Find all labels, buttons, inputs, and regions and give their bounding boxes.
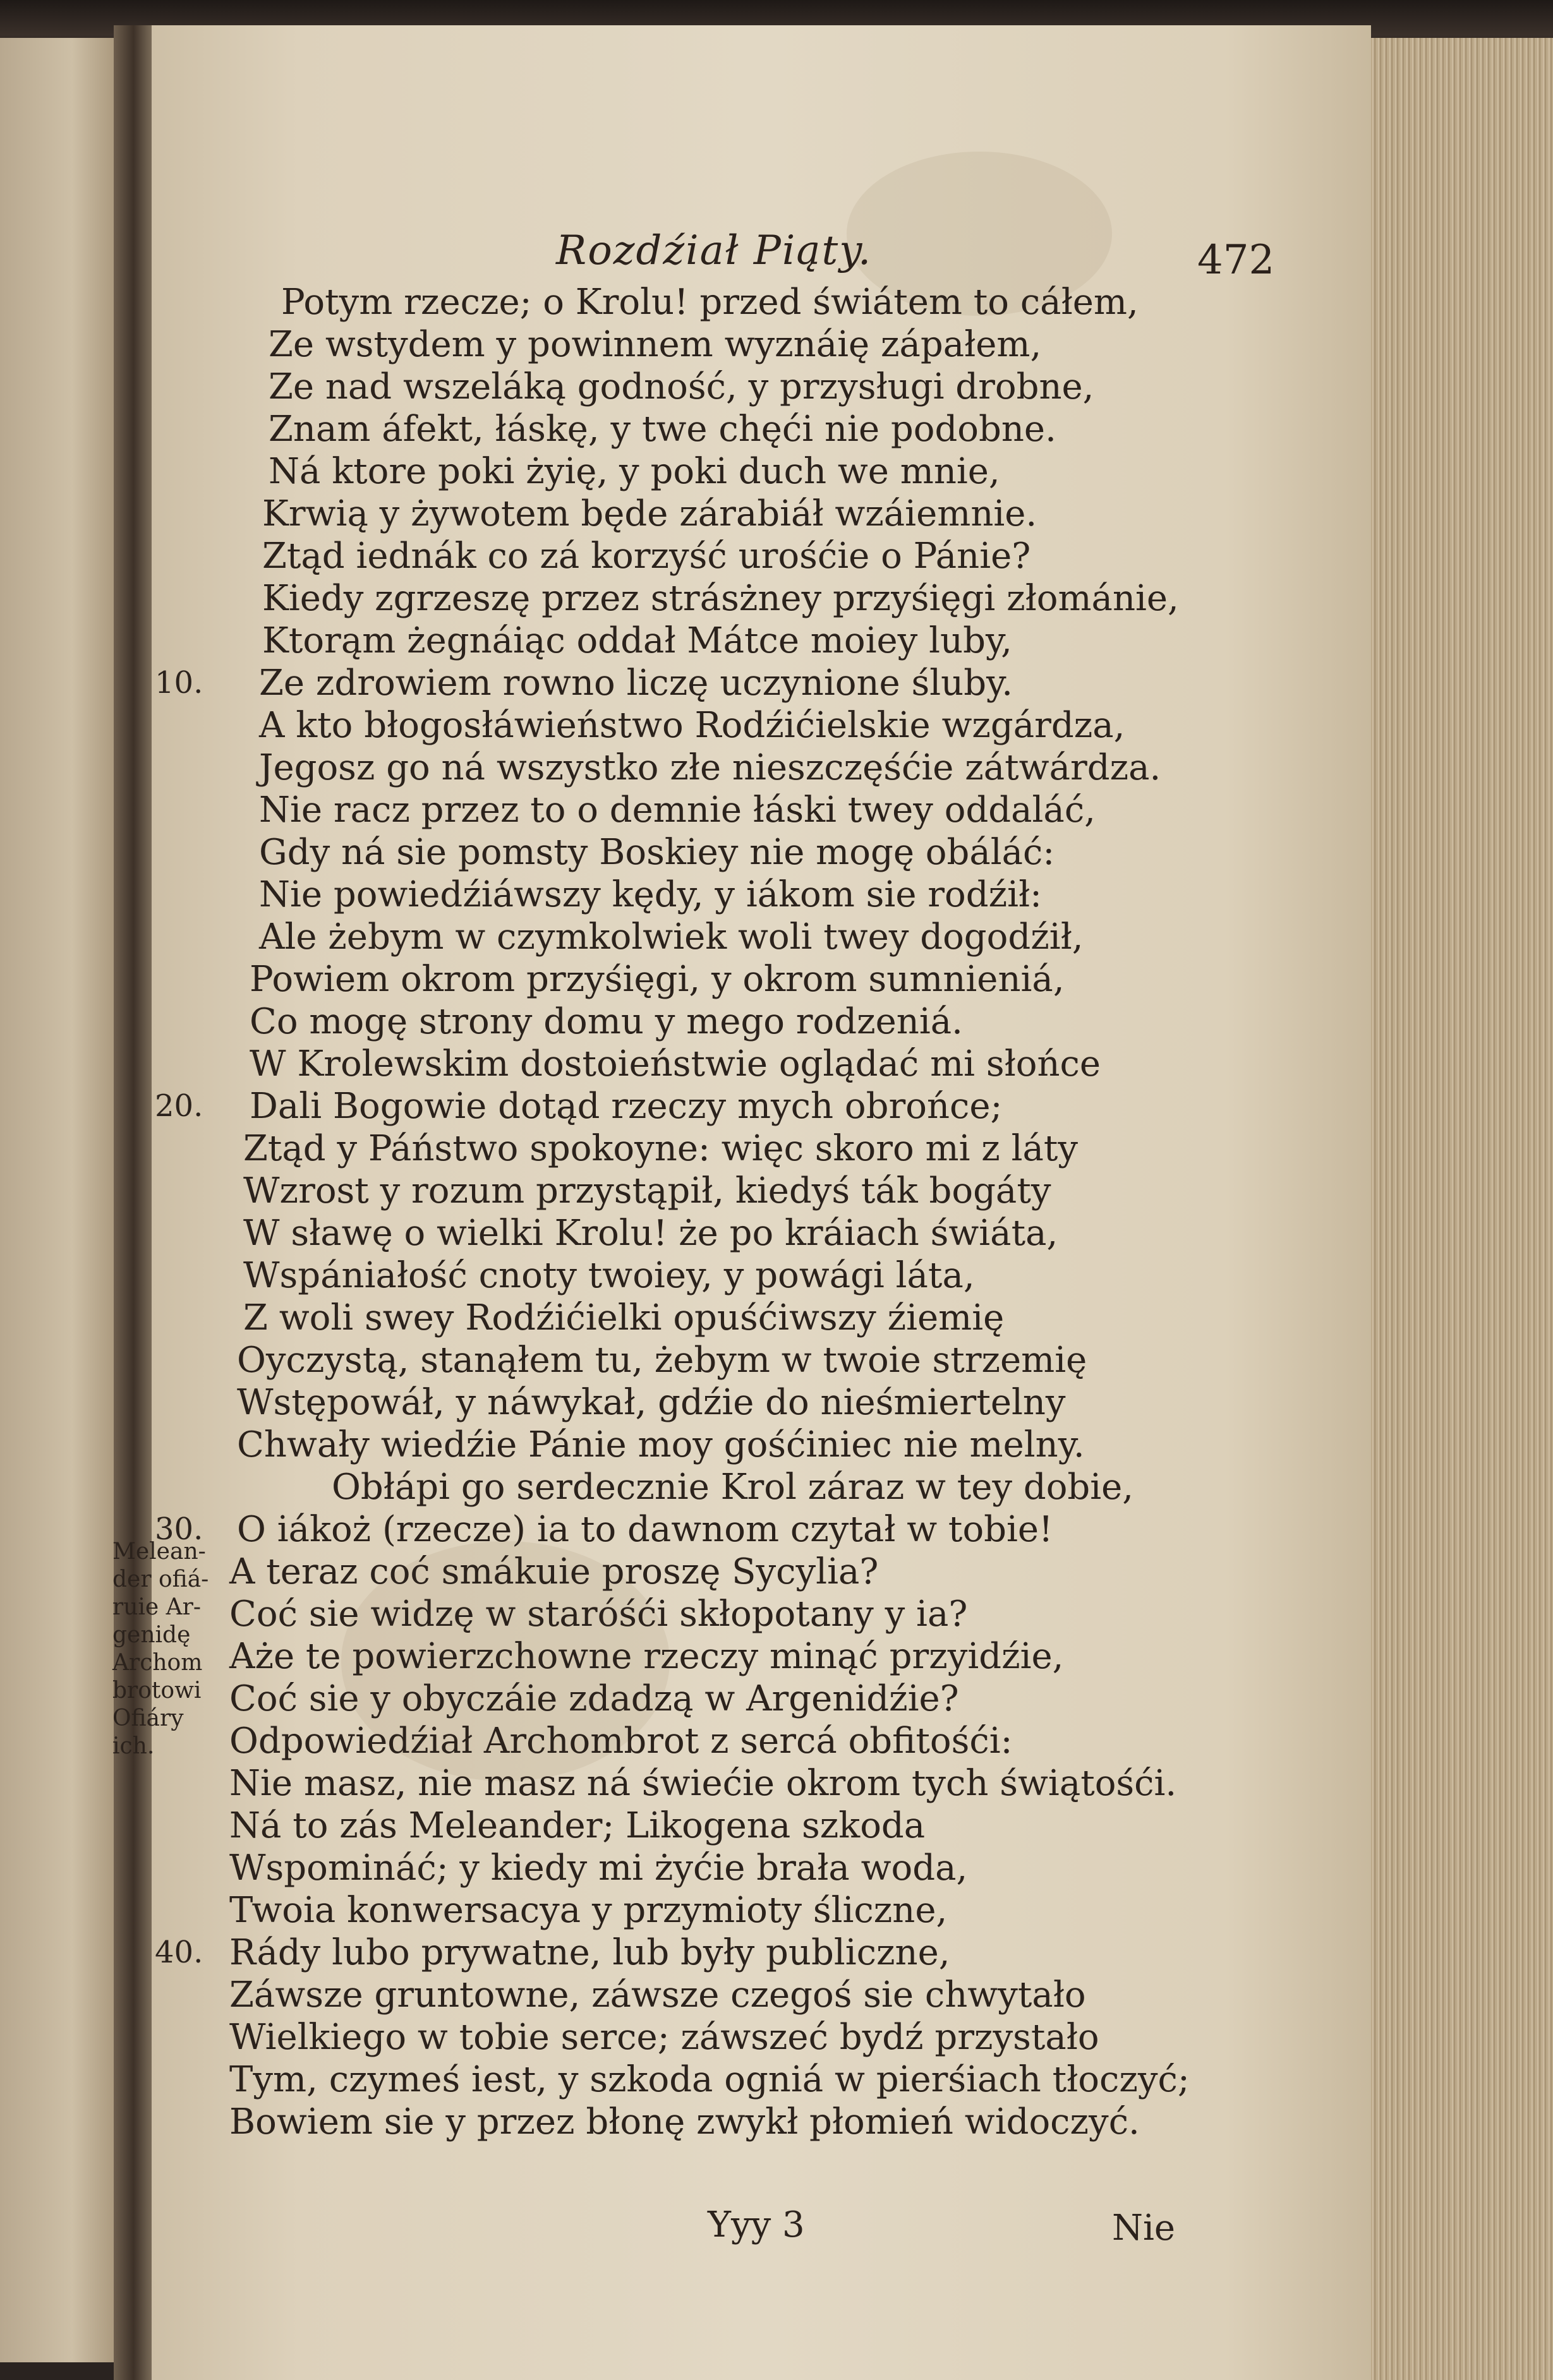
verse-line: Jegosz go ná wszystko złe nieszczęśćie zátwárdza. (259, 747, 1161, 788)
verse-line: Potym rzecze; o Krolu! przed świátem to cáłem, (281, 282, 1139, 323)
verse-line: Ztąd iednák co zá korzyść urośćie o Pánie? (262, 536, 1031, 577)
verse-line: Obłápi go serdecznie Krol záraz w tey dobie, (332, 1467, 1134, 1508)
verse-line: Co mogę strony domu y mego rodzeniá. (250, 1001, 963, 1042)
verse-line: Powiem okrom przyśięgi, y okrom sumnieniá, (250, 959, 1065, 1000)
verse-line: Wspomináć; y kiedy mi żyćie brała woda, (229, 1848, 968, 1889)
verse-line: Ktorąm żegnáiąc oddał Mátce moiey luby, (262, 620, 1012, 661)
verse-line: Coć sie widzę w staróśći skłopotany y ia? (229, 1594, 968, 1635)
verse-line: 10. Ze zdrowiem rowno liczę uczynione śluby. (155, 663, 1013, 704)
chapter-heading: Rozdźiał Piąty. (556, 227, 873, 274)
verse-line: Ná ktore poki żyię, y poki duch we mnie, (269, 451, 1000, 492)
verse-line: Wzrost y rozum przystąpił, kiedyś ták bogáty (243, 1170, 1051, 1211)
verse-line: Twoia konwersacya y przymioty śliczne, (229, 1890, 948, 1931)
verse-line: 40. Rády lubo prywatne, lub były publiczne, (155, 1932, 950, 1973)
verse-line: Ze nad wszeláką godność, y przysługi drobne, (269, 366, 1094, 407)
verse-line: Kiedy zgrzeszę przez strásżney przyśięgi złománie, (262, 578, 1179, 619)
verse-line: Ze wstydem y powinnem wyznáię zápałem, (269, 324, 1042, 365)
verse-line: Záwsze gruntowne, záwsze czegoś sie chwytało (229, 1974, 1086, 2016)
verse-line: Bowiem sie y przez błonę zwykł płomień widoczyć. (229, 2101, 1140, 2143)
verse-line: Nie powiedźiáwszy kędy, y iákom sie rodźił: (259, 874, 1042, 915)
catchword: Nie (1112, 2208, 1176, 2249)
signature-mark: Yyy 3 (708, 2204, 805, 2245)
verse-line: Wstępowáł, y náwykał, gdźie do nieśmiertelny (237, 1382, 1066, 1423)
verse-line: Znam áfekt, łáskę, y twe chęći nie podobne. (269, 409, 1056, 450)
page-number: 472 (1197, 237, 1275, 284)
verse-line: Aże te powierzchowne rzeczy minąć przyidźie, (229, 1636, 1064, 1677)
verse-line: Wspániałość cnoty twoiey, y powági láta, (243, 1255, 975, 1296)
verse-line: Krwią y żywotem będe zárabiáł wzáiemnie. (262, 493, 1037, 534)
verse-line: Z woli swey Rodźićielki opuśćiwszy źiemię (243, 1297, 1005, 1338)
verse-line: Ztąd y Páństwo spokoyne: więc skoro mi z láty (243, 1128, 1079, 1169)
verse-line: Ná to zás Meleander; Likogena szkoda (229, 1805, 926, 1846)
verse-line: Oyczystą, stanąłem tu, żebym w twoie strzemię (237, 1340, 1087, 1381)
line-number: 40. (155, 1935, 203, 1970)
line-number: 20. (155, 1088, 203, 1124)
verse-line: 30. O iákoż (rzecze) ia to dawnom czytał w tobie! (155, 1509, 1053, 1550)
verse-line: A kto błogosłáwieństwo Rodźićielskie wzgárdza, (259, 705, 1125, 746)
verse-line: A teraz coć smákuie proszę Sycylia? (229, 1551, 879, 1592)
verse-line: Chwały wiedźie Pánie moy gośćiniec nie melny. (237, 1424, 1085, 1465)
line-number: 10. (155, 665, 203, 700)
verse-line: Ale żebym w czymkolwiek woli twey dogodźił, (259, 917, 1084, 958)
verse-line: Wielkiego w tobie serce; záwszeć bydź przystało (229, 2017, 1099, 2058)
verse-line: Nie racz przez to o demnie łáski twey oddaláć, (259, 790, 1096, 831)
verse-line: Nie masz, nie masz ná świećie okrom tych świątośći. (229, 1763, 1177, 1804)
verse-line: Gdy ná sie pomsty Boskiey nie mogę obáláć: (259, 832, 1055, 873)
verse-line: Coć sie y obyczáie zdadzą w Argenidźie? (229, 1678, 959, 1719)
line-number: 30. (155, 1512, 203, 1547)
verse-line: W sławę o wielki Krolu! że po kráiach świáta, (243, 1213, 1058, 1254)
facing-page-edge (0, 38, 120, 2362)
verse-line: 20. Dali Bogowie dotąd rzeczy mych obrońce; (155, 1086, 1003, 1127)
verse-line: Tym, czymeś iest, y szkoda ogniá w pierśiach tłoczyć; (229, 2059, 1190, 2100)
verse-line: Odpowiedźiał Archombrot z sercá obfitośći: (229, 1721, 1013, 1762)
page-edges (1371, 38, 1553, 2380)
verse-line: W Krolewskim dostoieństwie oglądać mi słońce (250, 1043, 1101, 1085)
margin-note: Melean- der ofiá- ruie Ar- genidę Archom brotowi Ofiáry ich. (112, 1539, 209, 1759)
